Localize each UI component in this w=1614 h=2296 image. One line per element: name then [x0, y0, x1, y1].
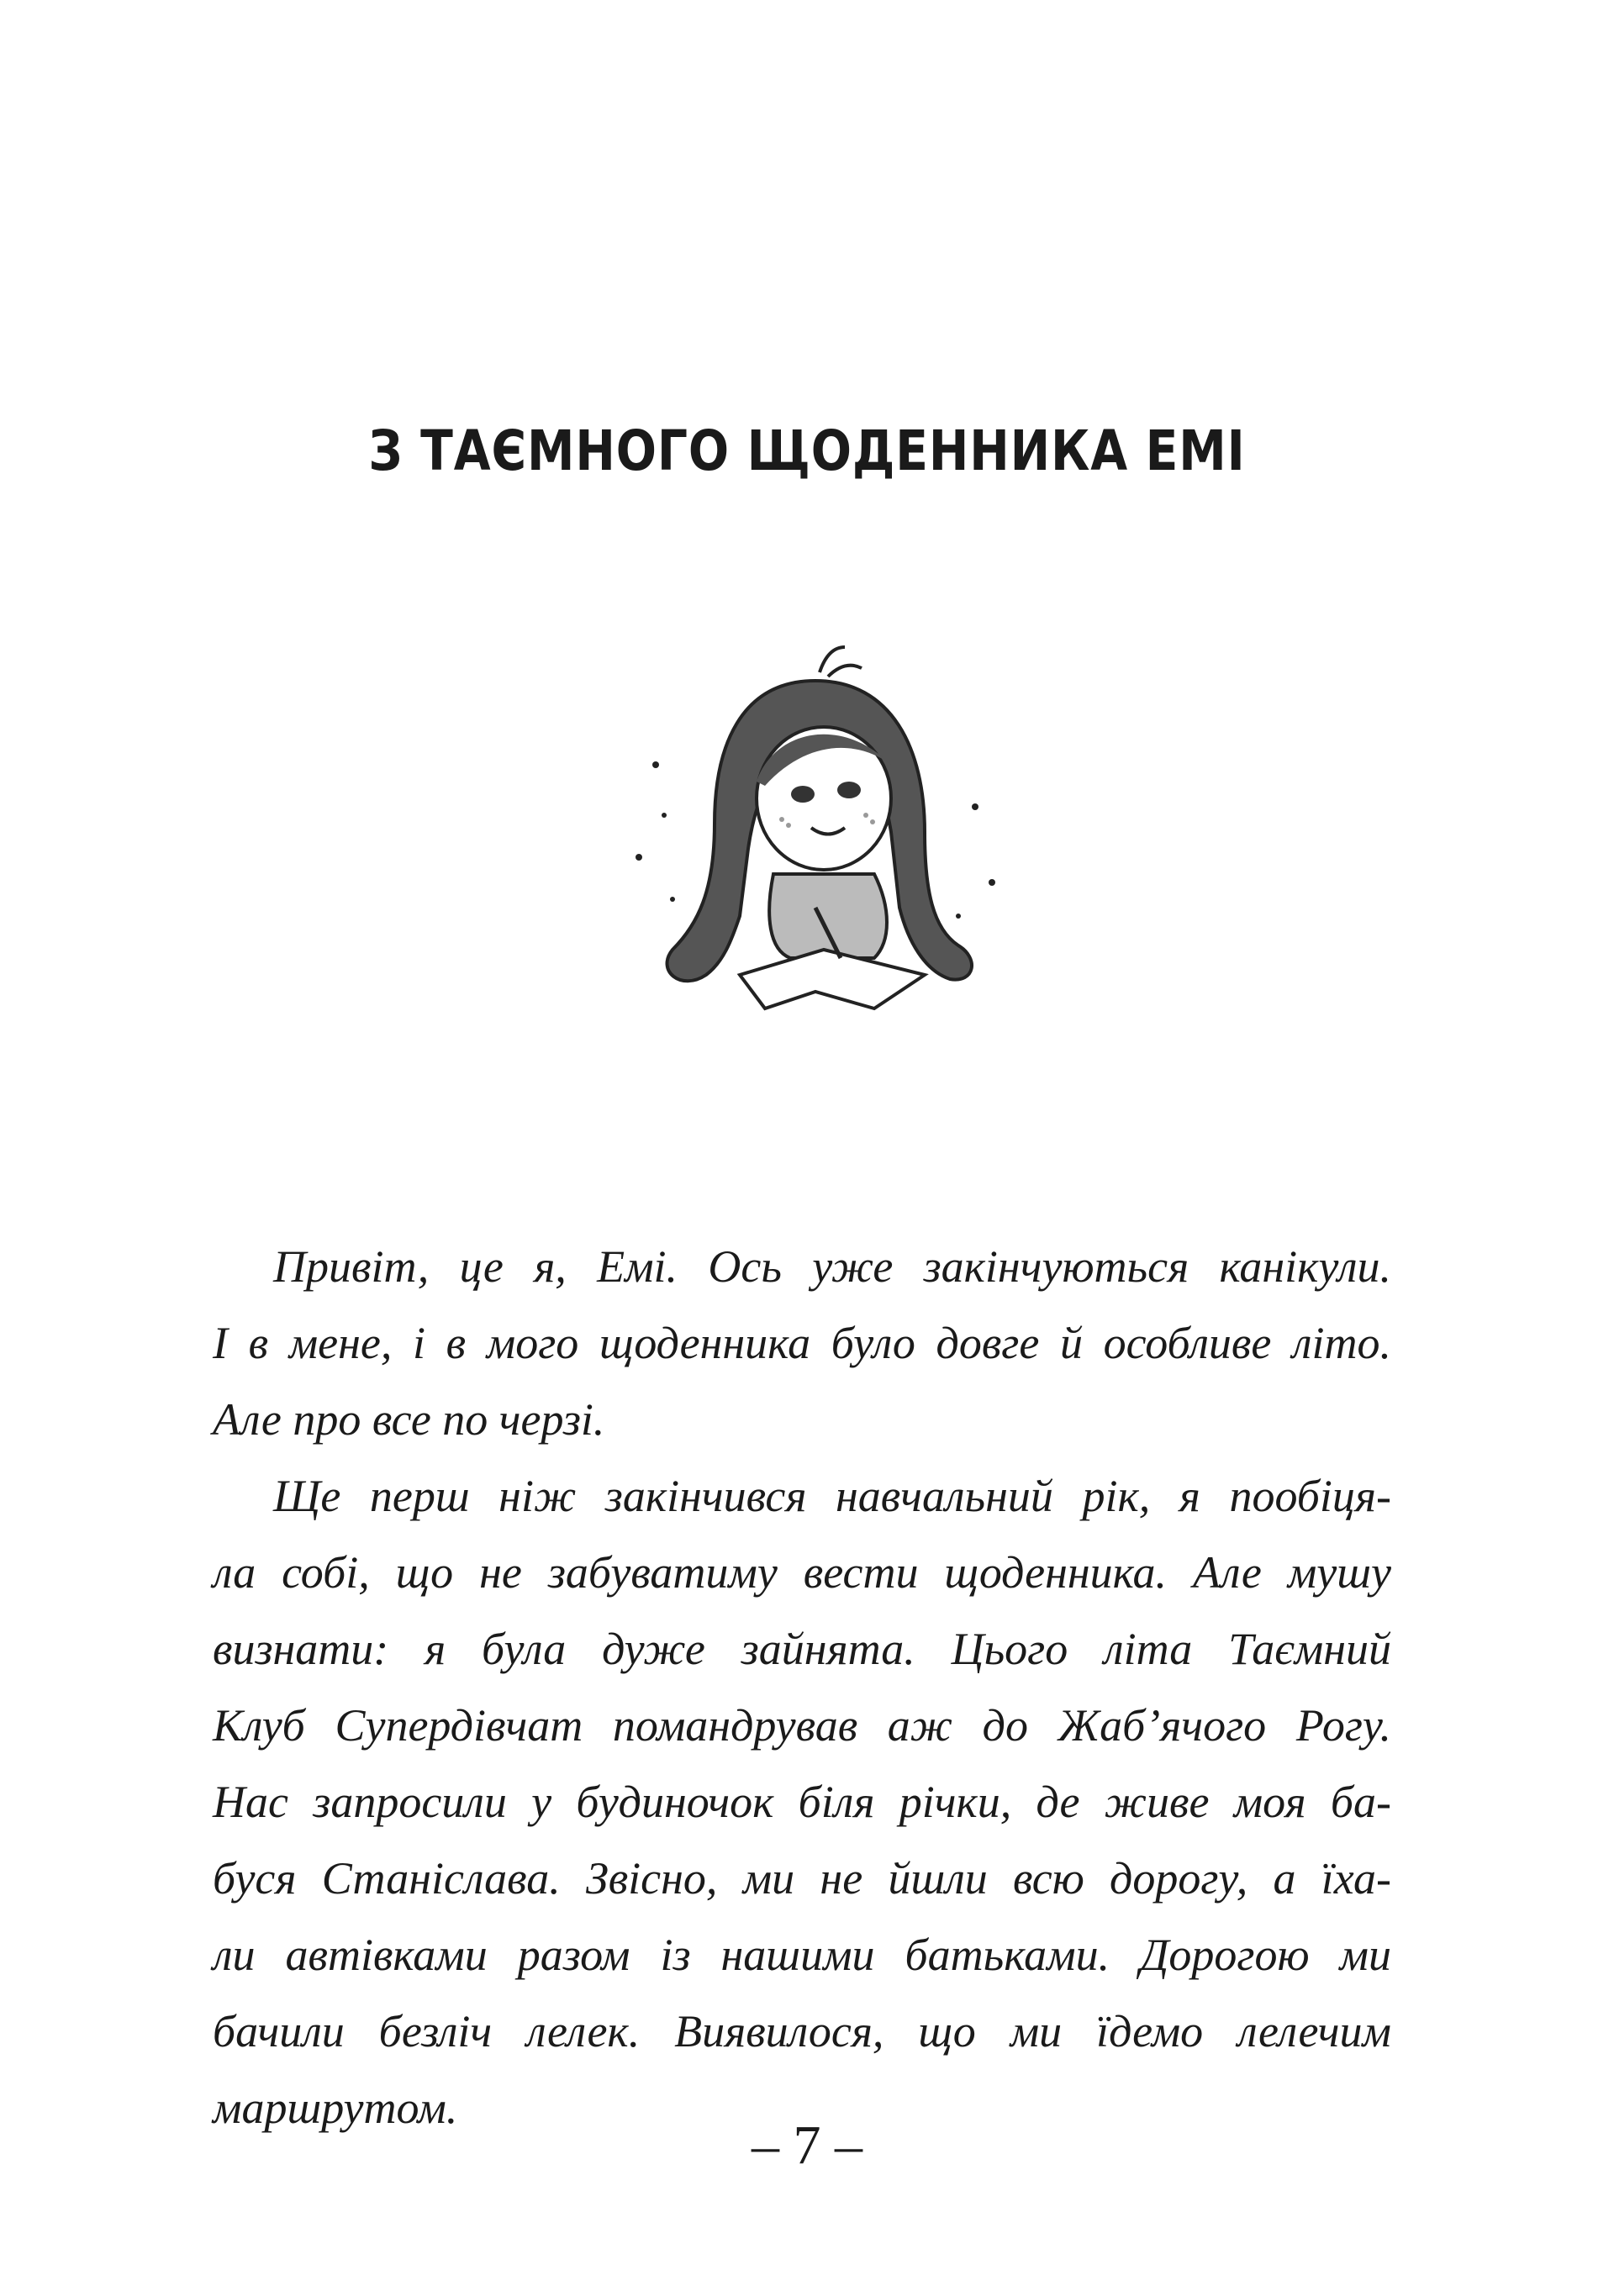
text-line: бачили безліч лелек. Виявилося, що ми їдемо лелечим: [213, 2006, 1391, 2056]
page-number: – 7 –: [752, 2114, 862, 2176]
girl-writing-diary-illustration: [622, 639, 1009, 1034]
text-line: Нас запросили у будиночок біля річки, де живе моя ба-: [213, 1777, 1391, 1827]
paragraph: [213, 1229, 1391, 1458]
paragraph: [213, 1458, 1391, 2146]
text-line: Клуб Супердівчат помандрував аж до Жаб’ячого Рогу.: [213, 1700, 1391, 1751]
text-line: визнати: я була дуже зайнята. Цього літа Таємний: [213, 1624, 1391, 1674]
text-line: маршрутом.: [213, 2083, 458, 2133]
text-line: Привіт, це я, Емі. Ось уже закінчуються канікули.: [273, 1241, 1391, 1292]
chapter-title: З ТАЄМНОГО ЩОДЕННИКА ЕМІ: [368, 419, 1246, 483]
text-line: буся Станіслава. Звісно, ми не йшли всю дорогу, а їха-: [213, 1853, 1391, 1904]
text-line: І в мене, і в мого щоденника було довге й особливе літо.: [213, 1318, 1391, 1368]
text-line: ли автівками разом із нашими батьками. Дорогою ми: [213, 1930, 1391, 1980]
text-line: Ще перш ніж закінчився навчальний рік, я пообіця-: [273, 1471, 1391, 1521]
text-line: Але про все по черзі.: [213, 1394, 605, 1445]
text-line: ла собі, що не забуватиму вести щоденника. Але мушу: [213, 1547, 1391, 1598]
body-text: [213, 1229, 1391, 2146]
